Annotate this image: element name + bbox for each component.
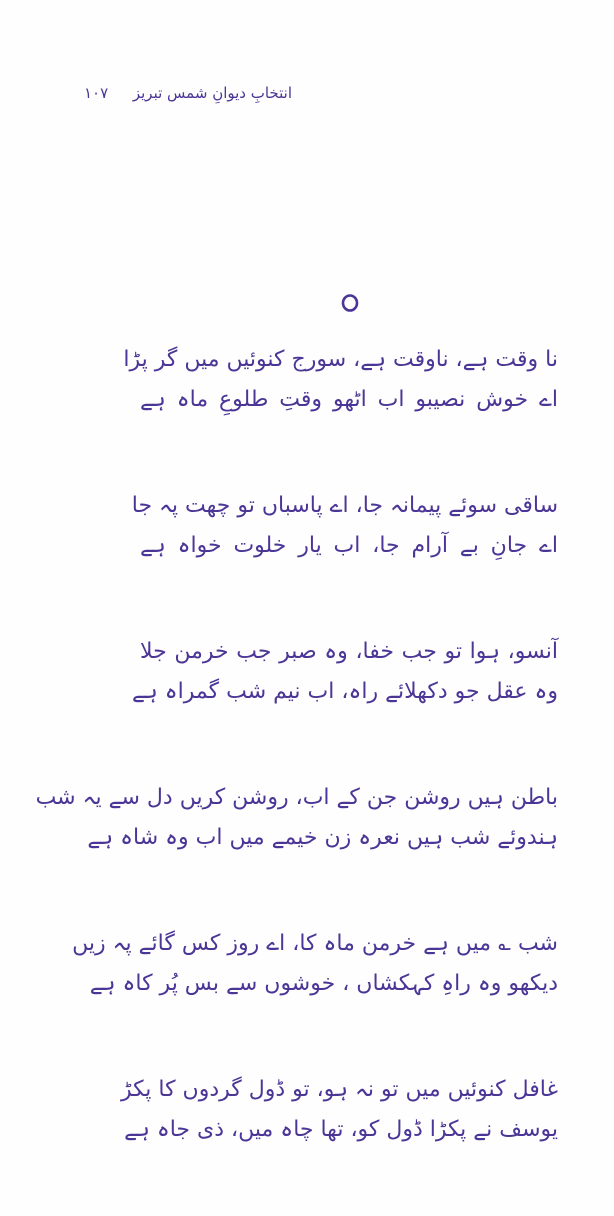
verse-line: یوسف نے پکڑا ڈول کو، تھا چاہ میں، ذی جاہ ہے [124, 1117, 558, 1142]
verse-line: ساقی سوئے پیمانہ جا، اے پاسباں تو چھت پہ جا [131, 493, 558, 518]
verse-line: اے خوش نصیبو اب اٹھو وقتِ طلوعِ ماہ ہے [140, 387, 558, 412]
stanza [132, 632, 558, 712]
verse-line: اے جانِ بے آرام جا، اب یار خلوت خواہ ہے [140, 533, 558, 558]
stanza [35, 778, 558, 858]
stanza [72, 924, 558, 1004]
verse-line: دیکھو وہ راہِ کہکشاں ، خوشوں سے بس پُر کاہ ہے [89, 971, 558, 996]
verse-line: غافل کنوئیں میں تو نہ ہو، تو ڈول گردوں کا پکڑ [120, 1077, 558, 1102]
page-header [0, 84, 614, 108]
verse-line: وہ عقل جو دکھلائے راہ، اب نیم شب گمراہ ہے [132, 679, 558, 704]
poem [35, 340, 558, 1216]
verse-line: آنسو، ہوا تو جب خفا، وہ صبر جب خرمن جلا [140, 639, 558, 664]
verse-line: نا وقت ہے، ناوقت ہے، سورج کنوئیں میں گر پڑا [123, 347, 558, 372]
stanza [131, 486, 558, 566]
verse-line: باطن ہیں روشن جن کے اب، روشن کریں دل سے یہ شب [35, 785, 558, 810]
running-title: انتخابِ دیوانِ شمس تبریز [132, 84, 292, 102]
verse-line: ہندوئے شب ہیں نعرہ زن خیمے میں اب وہ شاہ ہے [87, 825, 558, 850]
section-mark-heh-icon [339, 288, 361, 314]
stanza [120, 1070, 558, 1150]
verse-line: شب ؎ میں ہے خرمن ماہ کا، اے روز کس گائے پہ زیں [72, 931, 558, 956]
stanza [123, 340, 558, 420]
page-number: ۱۰۷ [84, 84, 109, 102]
